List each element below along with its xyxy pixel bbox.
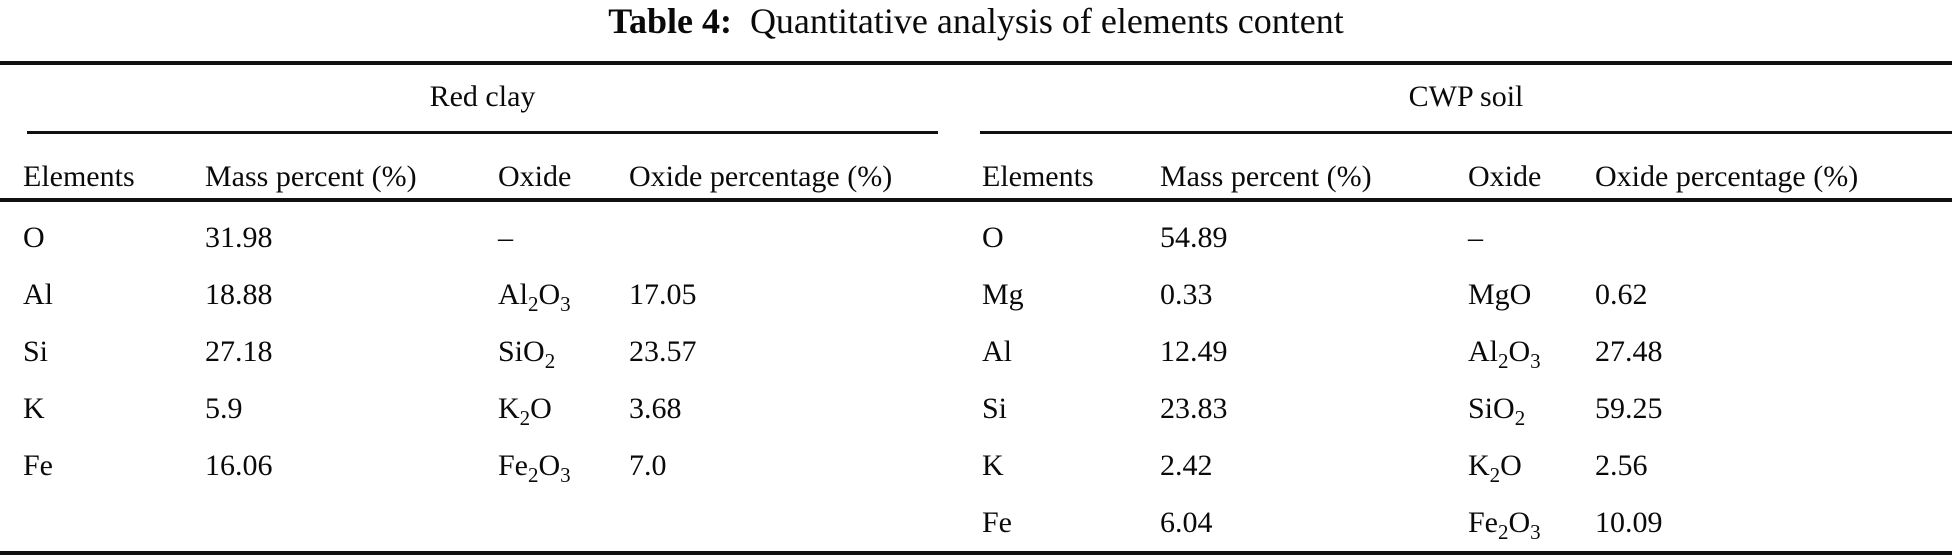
column-header-oxide: Oxide bbox=[498, 160, 572, 193]
cell-element: Al bbox=[982, 335, 1012, 368]
group-cwp-soil bbox=[982, 0, 1952, 559]
table-row bbox=[982, 276, 1952, 314]
table-row bbox=[982, 333, 1952, 371]
group-red-clay bbox=[23, 0, 940, 559]
cell-element: O bbox=[23, 221, 45, 254]
column-header-mass-percent: Mass percent (%) bbox=[205, 160, 417, 193]
cell-oxide-formula: $Al_2O_3$ bbox=[1468, 335, 1541, 373]
cell-element: Fe bbox=[23, 449, 53, 482]
cell-oxide-formula: $K_2O$ bbox=[498, 392, 552, 430]
cell-oxide-formula: SiO$_2$ bbox=[498, 335, 556, 373]
table-row bbox=[23, 333, 940, 371]
group-title-red-clay: Red clay bbox=[429, 80, 536, 113]
cell-mass-percent: 0.33 bbox=[1160, 278, 1213, 311]
cell-mass-percent: 18.88 bbox=[205, 278, 273, 311]
table-row bbox=[982, 390, 1952, 428]
cell-element: K bbox=[23, 392, 45, 425]
cell-oxide-percentage: 10.09 bbox=[1595, 506, 1663, 539]
column-header-oxide: Oxide bbox=[1468, 160, 1542, 193]
cell-mass-percent: 2.42 bbox=[1160, 449, 1213, 482]
table-row bbox=[23, 447, 940, 485]
cell-oxide-percentage: 7.0 bbox=[629, 449, 667, 482]
cell-oxide-percentage: 3.68 bbox=[629, 392, 682, 425]
cell-element: Si bbox=[23, 335, 49, 368]
table-row bbox=[23, 390, 940, 428]
cell-element: Fe bbox=[982, 506, 1012, 539]
group-rule-red-clay bbox=[27, 131, 938, 134]
cell-mass-percent: 16.06 bbox=[205, 449, 273, 482]
cell-oxide-percentage: 2.56 bbox=[1595, 449, 1648, 482]
column-header-oxide-percentage: Oxide percentage (%) bbox=[629, 160, 893, 193]
cell-element: Si bbox=[982, 392, 1008, 425]
table-row bbox=[982, 219, 1952, 257]
cell-mass-percent: 27.18 bbox=[205, 335, 273, 368]
cell-mass-percent: 12.49 bbox=[1160, 335, 1228, 368]
column-header-oxide-percentage: Oxide percentage (%) bbox=[1595, 160, 1859, 193]
cell-mass-percent: 31.98 bbox=[205, 221, 273, 254]
cell-oxide-percentage: 59.25 bbox=[1595, 392, 1663, 425]
table-row bbox=[23, 276, 940, 314]
column-header-elements: Elements bbox=[23, 160, 135, 193]
table-number-label: Table 4: bbox=[608, 1, 732, 41]
cell-oxide-percentage: 17.05 bbox=[629, 278, 697, 311]
cell-mass-percent: 23.83 bbox=[1160, 392, 1228, 425]
table-title-text: Quantitative analysis of elements content bbox=[749, 1, 1344, 41]
cell-oxide-percentage: 27.48 bbox=[1595, 335, 1663, 368]
cell-element: K bbox=[982, 449, 1004, 482]
cell-oxide-percentage: 0.62 bbox=[1595, 278, 1648, 311]
group-rule-cwp-soil bbox=[980, 131, 1952, 134]
cell-oxide-formula: SiO$_2$ bbox=[1468, 392, 1526, 430]
column-header-elements: Elements bbox=[982, 160, 1094, 193]
cell-element: O bbox=[982, 221, 1004, 254]
column-header-mass-percent: Mass percent (%) bbox=[1160, 160, 1372, 193]
cell-oxide-formula: $Fe_2O_3$ bbox=[498, 449, 571, 487]
cell-mass-percent: 54.89 bbox=[1160, 221, 1228, 254]
cell-oxide-formula: MgO bbox=[1468, 278, 1532, 311]
table-row bbox=[982, 504, 1952, 542]
cell-oxide-formula: $Fe_2O_3$ bbox=[1468, 506, 1541, 544]
group-title-cwp-soil: CWP soil bbox=[1408, 80, 1524, 113]
table-row bbox=[982, 447, 1952, 485]
cell-oxide-formula: $Al_2O_3$ bbox=[498, 278, 571, 316]
cell-mass-percent: 5.9 bbox=[205, 392, 243, 425]
cell-mass-percent: 6.04 bbox=[1160, 506, 1213, 539]
table-row bbox=[23, 219, 940, 257]
cell-oxide-formula: $K_2O$ bbox=[1468, 449, 1522, 487]
cell-oxide-formula: – bbox=[498, 221, 513, 254]
cell-element: Al bbox=[23, 278, 53, 311]
cell-element: Mg bbox=[982, 278, 1024, 311]
cell-oxide-formula: – bbox=[1468, 221, 1483, 254]
cell-oxide-percentage: 23.57 bbox=[629, 335, 697, 368]
